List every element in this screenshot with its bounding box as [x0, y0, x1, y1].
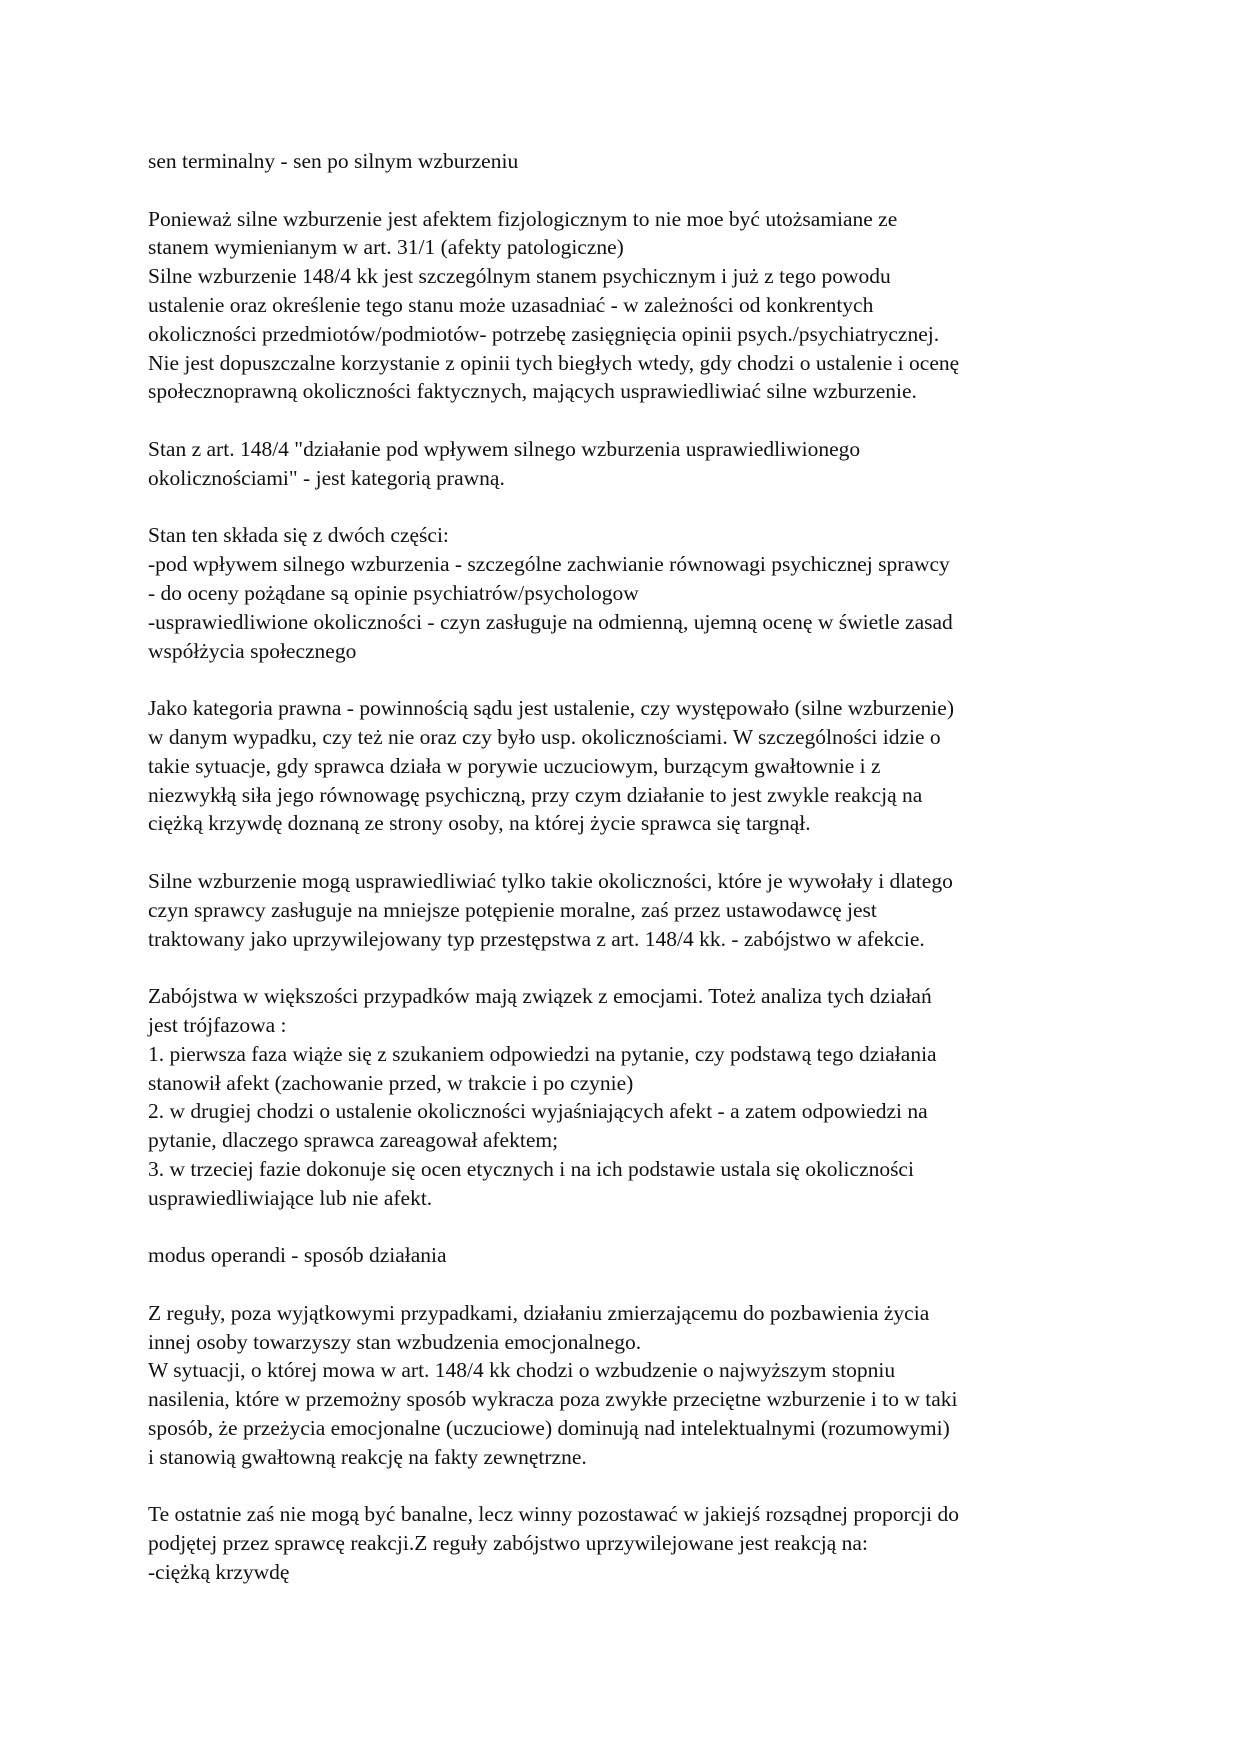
- paragraph-3: [148, 435, 1108, 493]
- text-line: Nie jest dopuszczalne korzystanie z opinii tych biegłych wtedy, gdy chodzi o ustalenie i ocenę: [148, 350, 960, 375]
- text-line: Z reguły, poza wyjątkowymi przypadkami, działaniu zmierzającemu do pozbawienia życia: [148, 1300, 930, 1325]
- text-line: niezwykłą siła jego równowagę psychiczną, przy czym działanie to jest zwykle reakcją na: [148, 782, 923, 807]
- paragraph-5: [148, 694, 1108, 838]
- text-line: -ciężką krzywdę: [148, 1560, 290, 1585]
- text-line: sposób, że przeżycia emocjonalne (uczuciowe) dominują nad intelektualnymi (rozumowymi): [148, 1416, 950, 1441]
- text-line: Stan z art. 148/4 "działanie pod wpływem silnego wzburzenia usprawiedliwionego: [148, 436, 861, 461]
- text-line: - do oceny pożądane są opinie psychiatrów/psychologow: [148, 580, 639, 605]
- text-line: Silne wzburzenie mogą usprawiedliwiać tylko takie okoliczności, które je wywołały i dlatego: [148, 868, 953, 893]
- text-line: innej osoby towarzyszy stan wzbudzenia emocjonalnego.: [148, 1329, 642, 1354]
- text-line: takie sytuacje, gdy sprawca działa w porywie uczuciowym, burzącym gwałtownie i z: [148, 753, 881, 778]
- paragraph-1: [148, 147, 1108, 176]
- text-line: Ponieważ silne wzburzenie jest afektem fizjologicznym to nie moe być utożsamiane ze: [148, 206, 898, 231]
- text-line: społecznoprawną okoliczności faktycznych, mających usprawiedliwiać silne wzburzenie.: [148, 379, 917, 404]
- paragraph-8: [148, 1241, 1108, 1270]
- text-line: w danym wypadku, czy też nie oraz czy było usp. okolicznościami. W szczególności idzie o: [148, 724, 941, 749]
- text-line: usprawiedliwiające lub nie afekt.: [148, 1185, 433, 1210]
- paragraph-2: [148, 205, 1108, 407]
- paragraph-4: [148, 521, 1108, 665]
- paragraph-7: [148, 982, 1108, 1212]
- text-line: i stanowią gwałtowną reakcję na fakty zewnętrzne.: [148, 1444, 587, 1469]
- text-line: pytanie, dlaczego sprawca zareagował afektem;: [148, 1128, 559, 1153]
- document-page: [148, 147, 1108, 1616]
- text-line: Jako kategoria prawna - powinnością sądu jest ustalenie, czy występowało (silne wzburzenie): [148, 696, 954, 721]
- text-line: 2. w drugiej chodzi o ustalenie okoliczności wyjaśniających afekt - a zatem odpowiedzi na: [148, 1099, 928, 1124]
- text-line: -pod wpływem silnego wzburzenia - szczególne zachwianie równowagi psychicznej sprawcy: [148, 552, 950, 577]
- paragraph-9: [148, 1299, 1108, 1472]
- text-line: Te ostatnie zaś nie mogą być banalne, lecz winny pozostawać w jakiejś rozsądnej proporcji do: [148, 1502, 960, 1527]
- text-line: stanowił afekt (zachowanie przed, w trakcie i po czynie): [148, 1070, 634, 1095]
- text-line: 1. pierwsza faza wiąże się z szukaniem odpowiedzi na pytanie, czy podstawą tego działania: [148, 1041, 937, 1066]
- text-line: sen terminalny - sen po silnym wzburzeniu: [148, 149, 519, 173]
- text-line: stanem wymienianym w art. 31/1 (afekty patologiczne): [148, 235, 624, 260]
- text-line: ustalenie oraz określenie tego stanu może uzasadniać - w zależności od konkrentych: [148, 292, 874, 317]
- text-line: ciężką krzywdę doznaną ze strony osoby, na której życie sprawca się targnął.: [148, 811, 811, 836]
- text-line: czyn sprawcy zasługuje na mniejsze potępienie moralne, zaś przez ustawodawcę jest: [148, 897, 877, 922]
- text-line: okoliczności przedmiotów/podmiotów- potrzebę zasięgnięcia opinii psych./psychiatrycznej.: [148, 321, 940, 346]
- text-line: jest trójfazowa :: [148, 1012, 287, 1037]
- text-line: -usprawiedliwione okoliczności - czyn zasługuje na odmienną, ujemną ocenę w świetle zasad: [148, 609, 953, 634]
- paragraph-6: [148, 867, 1108, 953]
- text-line: Silne wzburzenie 148/4 kk jest szczególnym stanem psychicznym i już z tego powodu: [148, 264, 891, 289]
- text-line: współżycia społecznego: [148, 638, 357, 663]
- text-line: Stan ten składa się z dwóch części:: [148, 523, 449, 548]
- text-line: podjętej przez sprawcę reakcji.Z reguły zabójstwo uprzywilejowane jest reakcją na:: [148, 1531, 868, 1556]
- text-line: nasilenia, które w przemożny sposób wykracza poza zwykłe przeciętne wzburzenie i to w taki: [148, 1387, 958, 1412]
- text-line: W sytuacji, o której mowa w art. 148/4 kk chodzi o wzbudzenie o najwyższym stopniu: [148, 1358, 896, 1383]
- text-line: okolicznościami" - jest kategorią prawną.: [148, 465, 505, 490]
- paragraph-10: [148, 1500, 1108, 1586]
- text-line: modus operandi - sposób działania: [148, 1243, 447, 1268]
- text-line: Zabójstwa w większości przypadków mają związek z emocjami. Toteż analiza tych działań: [148, 984, 932, 1009]
- text-line: traktowany jako uprzywilejowany typ przestępstwa z art. 148/4 kk. - zabójstwo w afekcie.: [148, 926, 925, 951]
- text-line: 3. w trzeciej fazie dokonuje się ocen etycznych i na ich podstawie ustala się okoliczności: [148, 1156, 914, 1181]
